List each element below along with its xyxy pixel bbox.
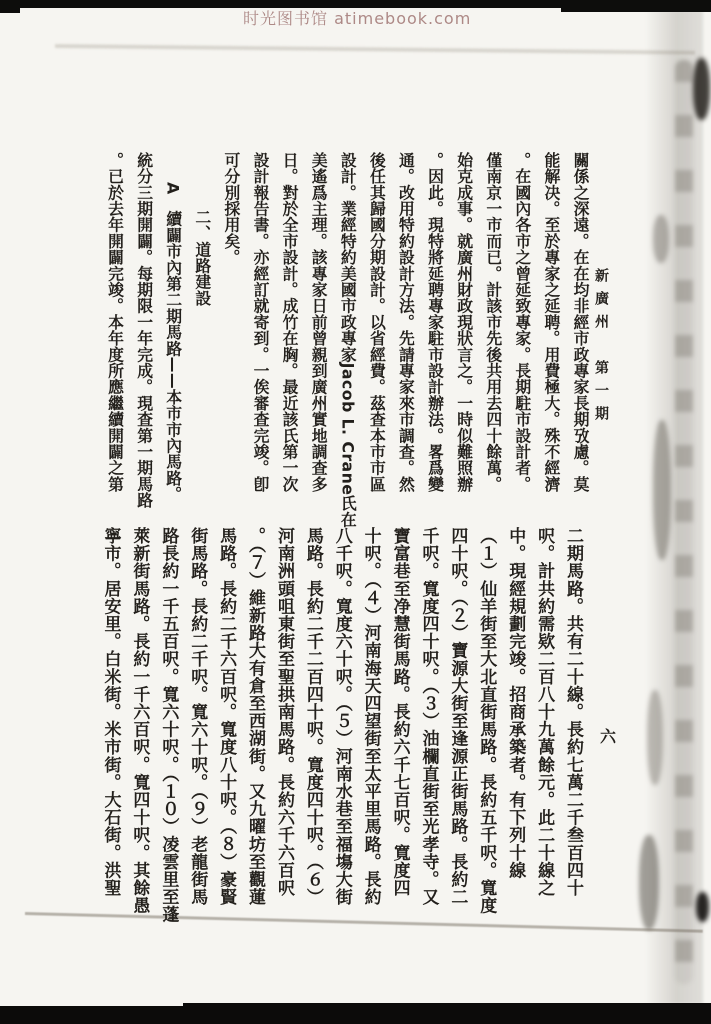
scan-smudge bbox=[696, 892, 709, 922]
watermark: 时光图书馆 atimebook.com bbox=[243, 9, 472, 28]
scan-border-bottom bbox=[0, 1006, 711, 1024]
text-column: 街馬路。長約二千呎。寬六十呎。（９）老龍街馬 bbox=[187, 527, 208, 906]
text-column: 十呎。（４）河南海天四望街至太平里馬路。長約 bbox=[360, 527, 381, 906]
scan-smudge bbox=[653, 420, 671, 560]
text-column: 統分三期開闢。每期限一年完成。現查第一期馬路 bbox=[134, 152, 154, 509]
text-column: 能解决。至於專家之延聘。用費極大。殊不經濟 bbox=[541, 152, 561, 493]
text-column: 河南洲頭咀東街至聖拱南馬路。長約六千六百呎 bbox=[273, 527, 294, 897]
text-column: 僅南京一市而已。計該市先後共用去四十餘萬。 bbox=[483, 152, 503, 493]
text-column: 美遙爲主理。該專家日前曾親到廣州實地調查多 bbox=[309, 152, 329, 493]
upper-text-block bbox=[100, 152, 595, 528]
text-column: 日。對於全市設計。成竹在胸。最近該氏第一次 bbox=[280, 152, 300, 493]
text-column: 寶富巷至净慧街馬路。長約六千七百呎。寬度四 bbox=[389, 527, 410, 897]
text-column: 。在國內各市之曾延致專家。長期駐市設計者。 bbox=[512, 152, 532, 493]
text-column: 後任其歸國分期設計。以省經費。茲查本市市區 bbox=[367, 152, 387, 493]
lower-text-block bbox=[96, 527, 587, 937]
text-column: 通。改用特約設計方法。先請專家來市調查。然 bbox=[396, 152, 416, 493]
scan-border-bottom-step bbox=[183, 1003, 711, 1007]
subsection-heading-column: A 續闢市內第二期馬路——本市市內馬路。 bbox=[163, 182, 183, 503]
text-column: 二期馬路。共有二十線。長約七萬二千叁百四十 bbox=[563, 527, 583, 897]
text-column: 寧市。居安里。白米街。米市街。大石街。洪聖 bbox=[100, 527, 121, 897]
text-column: 四十呎。（２）寶源大街至逢源正街馬路。長約二 bbox=[447, 527, 468, 906]
text-column: 設計。業經特約美國市政專家Jacob L. Crane氏在 bbox=[338, 152, 358, 528]
page-edge-mottling bbox=[675, 60, 693, 984]
text-column: 可分別採用矣。 bbox=[221, 152, 241, 266]
page-number: 六 bbox=[600, 727, 617, 746]
text-column: 關係之深遠。在在均非經市政專家長期攷慮。莫 bbox=[571, 152, 590, 493]
text-column: 始克成事。就廣州財政現狀言之。一時似難照辦 bbox=[454, 152, 474, 493]
text-column: 中。現經規劃完竣。招商承築者。有下列十線 bbox=[505, 527, 526, 879]
scan-border-top-right bbox=[561, 0, 711, 12]
scan-border-top-left bbox=[0, 0, 20, 13]
scan-crease-top bbox=[55, 44, 695, 55]
text-column: 。已於去年開闢完竣。本年度所應繼續開闢之第 bbox=[105, 152, 125, 493]
text-column: 馬路。長約二千二百四十呎。寬度四十呎。（６） bbox=[302, 527, 323, 906]
journal-header: 新廣州 第一期 bbox=[593, 268, 609, 429]
text-column: 千呎。寬度四十呎。（３）油欄直街至光孝寺。又 bbox=[418, 527, 439, 906]
text-column: 呎。計共約需欵二百八十九萬餘元。此二十線之 bbox=[534, 527, 555, 897]
text-column: （１）仙羊街至大北直街馬路。長約五千呎。寬度 bbox=[476, 527, 497, 915]
section-heading-column: 二、道路建設 bbox=[192, 209, 212, 307]
text-column: 設計報告書。亦經訂就寄到。一俟審查完竣。卽 bbox=[250, 152, 270, 493]
text-column: 八千呎。寬度六十呎。（５）河南水巷至福塲大街 bbox=[331, 527, 352, 906]
text-column: 路長約一千五百呎。寬六十呎。（１０）凌雲里至蓬 bbox=[158, 527, 179, 924]
scan-smudge bbox=[693, 58, 710, 120]
scan-smudge bbox=[653, 215, 669, 263]
text-column: 馬路。長約二千六百呎。寬度八十呎。（８）豪賢 bbox=[216, 527, 237, 906]
text-column: 。（７）維新路大有倉至西湖街。又九曜坊至觀蓮 bbox=[245, 527, 266, 906]
scan-smudge bbox=[647, 690, 663, 785]
text-column: 。因此。現特將延聘專家駐市設計辦法。畧爲變 bbox=[425, 152, 445, 493]
text-column: 萊新街馬路。長約一千六百呎。寬四十呎。其餘愚 bbox=[129, 527, 150, 915]
scan-smudge bbox=[639, 835, 659, 930]
